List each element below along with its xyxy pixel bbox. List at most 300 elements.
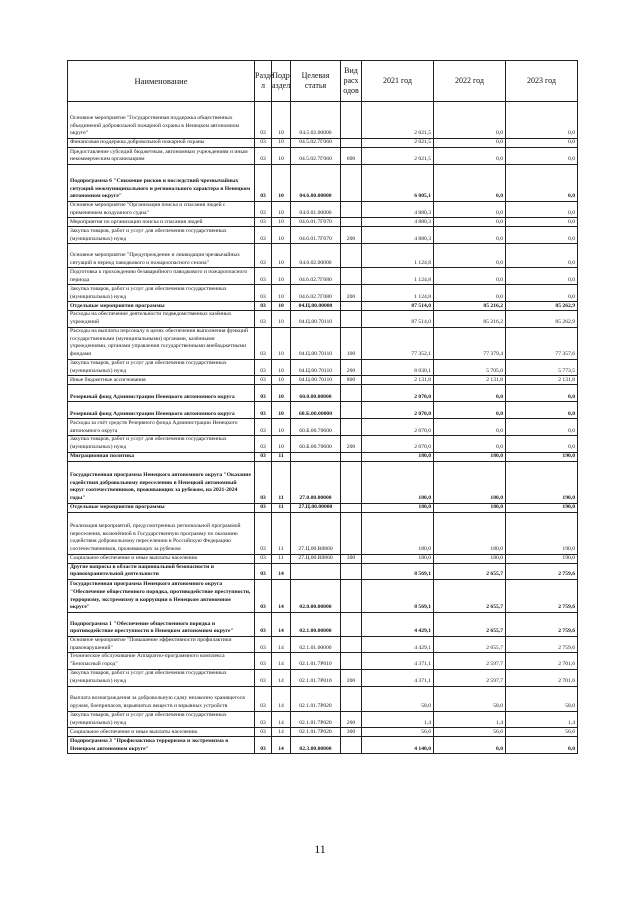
- row-2022: 2 655,7: [434, 637, 506, 653]
- row-section: 03: [255, 613, 272, 637]
- row-section: 03: [255, 244, 272, 268]
- row-name: Основное мероприятие "Повышение эффективности профилактики правонарушений": [68, 637, 255, 653]
- table-body: [68, 102, 578, 754]
- row-target: 27.Ц.00.R0860: [291, 512, 341, 554]
- header-2022: 2022 год: [434, 61, 506, 102]
- table-row: [68, 436, 578, 452]
- row-subsection: 10: [272, 139, 291, 148]
- row-2023: 1,4: [506, 711, 578, 727]
- row-section: 03: [255, 436, 272, 452]
- row-section: 03: [255, 359, 272, 375]
- table-row: [68, 711, 578, 727]
- row-subsection: 10: [272, 102, 291, 139]
- row-name: Закупка товаров, работ и услуг для обеспечения государственных (муниципальных) нужд: [68, 711, 255, 727]
- row-2021: 180,0: [362, 503, 434, 512]
- table-row: [68, 244, 578, 268]
- row-expense-type: 200: [341, 436, 362, 452]
- row-subsection: 10: [272, 202, 291, 218]
- row-subsection: 10: [272, 285, 291, 302]
- table-row: [68, 580, 578, 613]
- row-target: 27.0.00.00000: [291, 461, 341, 503]
- row-2022: 0,0: [434, 385, 506, 402]
- table-row: [68, 461, 578, 503]
- row-section: 03: [255, 461, 272, 503]
- row-subsection: 11: [272, 503, 291, 512]
- row-subsection: 10: [272, 227, 291, 244]
- table-row: [68, 637, 578, 653]
- header-expense-type: Вид расх одов: [341, 61, 362, 102]
- row-subsection: 10: [272, 302, 291, 311]
- row-2022: 5 705,0: [434, 359, 506, 375]
- row-section: 03: [255, 669, 272, 686]
- row-section: 03: [255, 385, 272, 402]
- row-target: 02.1.01.7Р010: [291, 669, 341, 686]
- row-subsection: 14: [272, 563, 291, 579]
- row-target: 27.Ц.00.R0860: [291, 554, 341, 563]
- row-2021: 1 124,8: [362, 268, 434, 285]
- row-subsection: 10: [272, 148, 291, 165]
- row-subsection: 14: [272, 637, 291, 653]
- table-row: [68, 327, 578, 359]
- row-2023: 190,0: [506, 461, 578, 503]
- row-expense-type: [341, 302, 362, 311]
- row-2021: 2 070,0: [362, 436, 434, 452]
- row-subsection: 14: [272, 580, 291, 613]
- row-2023: 0,0: [506, 402, 578, 419]
- row-2021: 180,0: [362, 452, 434, 461]
- row-name: Реализация мероприятий, предусмотренных региональной программой переселения, включённой в Государственную программу по оказанию содействия добровольному переселению в Российскую Федерацию соотечественников, проживающих за рубежом: [68, 512, 255, 554]
- row-expense-type: [341, 218, 362, 227]
- row-2021: 77 352,1: [362, 327, 434, 359]
- row-subsection: 14: [272, 711, 291, 727]
- row-expense-type: 600: [341, 148, 362, 165]
- row-2023: 0,0: [506, 285, 578, 302]
- row-section: 03: [255, 686, 272, 711]
- row-target: 02.1.00.00000: [291, 613, 341, 637]
- row-expense-type: 300: [341, 554, 362, 563]
- table-row: [68, 302, 578, 311]
- row-section: 03: [255, 148, 272, 165]
- row-subsection: 10: [272, 376, 291, 385]
- row-target: 04.5.02.7Г060: [291, 139, 341, 148]
- row-name: Расходы на обеспечение деятельности подведомственных казённых учреждений: [68, 311, 255, 327]
- row-2023: 0,0: [506, 737, 578, 754]
- table-header-row: [68, 61, 578, 102]
- row-target: 04.Ц.00.70110: [291, 327, 341, 359]
- row-2022: 0,0: [434, 139, 506, 148]
- row-section: 03: [255, 302, 272, 311]
- row-expense-type: [341, 268, 362, 285]
- row-2023: 0,0: [506, 436, 578, 452]
- row-expense-type: [341, 580, 362, 613]
- row-expense-type: [341, 512, 362, 554]
- row-name: Закупка товаров, работ и услуг для обеспечения государственных (муниципальных) нужд: [68, 285, 255, 302]
- row-2021: 180,0: [362, 554, 434, 563]
- row-2022: 58,0: [434, 686, 506, 711]
- table-row: [68, 139, 578, 148]
- row-target: 04.6.02.7Г080: [291, 285, 341, 302]
- table-row: [68, 165, 578, 202]
- row-2022: 180,0: [434, 461, 506, 503]
- row-2022: 0,0: [434, 218, 506, 227]
- table-row: [68, 554, 578, 563]
- table-row: [68, 285, 578, 302]
- row-2021: 4 429,1: [362, 637, 434, 653]
- row-expense-type: [341, 165, 362, 202]
- header-2023: 2023 год: [506, 61, 578, 102]
- row-section: 03: [255, 580, 272, 613]
- row-name: Подпрограмма 1 "Обеспечение общественного порядка и противодействие преступности в Ненецком автономном округе": [68, 613, 255, 637]
- row-expense-type: [341, 311, 362, 327]
- row-subsection: 10: [272, 165, 291, 202]
- table-row: [68, 148, 578, 165]
- row-2023: 0,0: [506, 419, 578, 436]
- row-2021: 2 021,5: [362, 102, 434, 139]
- row-2022: 0,0: [434, 148, 506, 165]
- row-target: 04.6.01.7Г070: [291, 218, 341, 227]
- row-2023: 190,0: [506, 452, 578, 461]
- row-section: 03: [255, 402, 272, 419]
- header-2021: 2021 год: [362, 61, 434, 102]
- row-2021: 4 371,1: [362, 653, 434, 669]
- row-name: Резервный фонд Администрации Ненецкого автономного округа: [68, 402, 255, 419]
- row-expense-type: [341, 737, 362, 754]
- row-2021: 2 131,8: [362, 376, 434, 385]
- row-2023: 0,0: [506, 202, 578, 218]
- row-subsection: 14: [272, 728, 291, 737]
- row-2023: 2 759,6: [506, 563, 578, 579]
- row-2022: 180,0: [434, 452, 506, 461]
- row-target: 27.Ц.00.00000: [291, 503, 341, 512]
- row-name: Другие вопросы в области национальной безопасности и правоохранительной деятельности: [68, 563, 255, 579]
- row-2023: 85 262,9: [506, 311, 578, 327]
- row-2023: 5 773,5: [506, 359, 578, 375]
- row-expense-type: [341, 419, 362, 436]
- row-2022: 2 655,7: [434, 580, 506, 613]
- row-target: 04.6.02.7Г080: [291, 268, 341, 285]
- row-2021: 56,6: [362, 728, 434, 737]
- row-2021: 180,0: [362, 461, 434, 503]
- row-target: 02.1.01.7Р010: [291, 653, 341, 669]
- row-target: 02.0.00.00000: [291, 580, 341, 613]
- row-expense-type: [341, 402, 362, 419]
- row-section: 03: [255, 637, 272, 653]
- table-row: [68, 686, 578, 711]
- row-section: 03: [255, 728, 272, 737]
- row-2022: 1,4: [434, 711, 506, 727]
- row-expense-type: 800: [341, 376, 362, 385]
- row-expense-type: [341, 452, 362, 461]
- row-section: 03: [255, 218, 272, 227]
- row-2021: 2 070,0: [362, 402, 434, 419]
- row-expense-type: 200: [341, 669, 362, 686]
- row-name: Основное мероприятие "Предупреждение и ликвидация чрезвычайных ситуаций в период паводкового и пожароопасного сезона": [68, 244, 255, 268]
- budget-sheet: [67, 60, 577, 754]
- row-2023: 0,0: [506, 148, 578, 165]
- row-target: 02.1.01.7Р020: [291, 728, 341, 737]
- row-2023: 0,0: [506, 385, 578, 402]
- row-name: Подготовка к прохождению безаварийного паводкового и пожароопасного периода: [68, 268, 255, 285]
- row-2021: 87 514,0: [362, 311, 434, 327]
- row-2023: 0,0: [506, 139, 578, 148]
- row-name: Расходы на выплаты персоналу в целях обеспечения выполнения функций государственными (муниципальными) органами, казёнными учреждениями, органами управления государственными внебюджетными фондами: [68, 327, 255, 359]
- row-2023: 2 759,6: [506, 637, 578, 653]
- row-section: 03: [255, 452, 272, 461]
- row-2023: 56,6: [506, 728, 578, 737]
- header-section: Разде л: [255, 61, 272, 102]
- row-2022: 180,0: [434, 503, 506, 512]
- row-section: 03: [255, 327, 272, 359]
- row-name: Миграционная политика: [68, 452, 255, 461]
- row-name: Основное мероприятие "Организация поиска и спасания людей с применением воздушного судна": [68, 202, 255, 218]
- row-2021: 4 429,1: [362, 613, 434, 637]
- row-subsection: 10: [272, 385, 291, 402]
- table-row: [68, 227, 578, 244]
- row-2022: 0,0: [434, 436, 506, 452]
- row-2021: 4 140,0: [362, 737, 434, 754]
- row-section: 03: [255, 711, 272, 727]
- row-2022: 56,6: [434, 728, 506, 737]
- row-subsection: 10: [272, 268, 291, 285]
- row-name: Закупка товаров, работ и услуг для обеспечения государственных (муниципальных) нужд: [68, 669, 255, 686]
- table-row: [68, 419, 578, 436]
- row-2021: 4 880,3: [362, 218, 434, 227]
- table-row: [68, 385, 578, 402]
- row-2022: 0,0: [434, 165, 506, 202]
- row-name: Подпрограмма 3 "Профилактика терроризма и экстремизма в Ненецком автономном округе": [68, 737, 255, 754]
- row-expense-type: 200: [341, 711, 362, 727]
- row-name: Выплата вознаграждения за добровольную сдачу незаконно хранящегося оружия, боеприпасов, взрывчатых веществ и взрывных устройств: [68, 686, 255, 711]
- row-2022: 0,0: [434, 737, 506, 754]
- row-name: Предоставление субсидий бюджетным, автономным учреждениям и иным некоммерческим организациям: [68, 148, 255, 165]
- row-target: 04.Ц.00.70110: [291, 311, 341, 327]
- row-2021: 1 124,8: [362, 244, 434, 268]
- row-section: 03: [255, 563, 272, 579]
- row-2022: 85 216,2: [434, 302, 506, 311]
- row-2022: 2 655,7: [434, 613, 506, 637]
- row-expense-type: [341, 102, 362, 139]
- row-subsection: 10: [272, 218, 291, 227]
- row-expense-type: 300: [341, 728, 362, 737]
- row-name: Закупка товаров, работ и услуг для обеспечения государственных (муниципальных) нужд: [68, 359, 255, 375]
- row-name: Отдельные мероприятия программы: [68, 503, 255, 512]
- table-row: [68, 218, 578, 227]
- row-name: Отдельные мероприятия программы: [68, 302, 255, 311]
- row-target: 02.1.01.7Р020: [291, 686, 341, 711]
- row-2023: 0,0: [506, 102, 578, 139]
- budget-table: [67, 60, 578, 754]
- row-expense-type: [341, 461, 362, 503]
- row-expense-type: 100: [341, 327, 362, 359]
- row-subsection: 10: [272, 359, 291, 375]
- row-expense-type: [341, 613, 362, 637]
- row-2021: 2 021,5: [362, 139, 434, 148]
- row-subsection: 10: [272, 436, 291, 452]
- row-2021: 180,0: [362, 512, 434, 554]
- row-section: 03: [255, 503, 272, 512]
- row-expense-type: [341, 385, 362, 402]
- table-row: [68, 202, 578, 218]
- row-2021: 4 880,3: [362, 202, 434, 218]
- header-target: Целевая статья: [291, 61, 341, 102]
- row-2023: 190,0: [506, 503, 578, 512]
- row-2021: 8 569,1: [362, 580, 434, 613]
- row-target: 04.6.01.7Г070: [291, 227, 341, 244]
- table-row: [68, 512, 578, 554]
- row-section: 03: [255, 376, 272, 385]
- page-number: 11: [314, 842, 326, 856]
- row-section: 03: [255, 419, 272, 436]
- row-expense-type: [341, 653, 362, 669]
- row-name: Мероприятия по организации поиска и спасания людей: [68, 218, 255, 227]
- row-2021: 1 124,8: [362, 285, 434, 302]
- row-subsection: 14: [272, 669, 291, 686]
- row-target: [291, 563, 341, 579]
- row-section: 03: [255, 227, 272, 244]
- row-name: Иные бюджетные ассигнования: [68, 376, 255, 385]
- row-2022: 85 216,2: [434, 311, 506, 327]
- header-subsection: Подр аздел: [272, 61, 291, 102]
- row-section: 03: [255, 202, 272, 218]
- row-expense-type: 200: [341, 227, 362, 244]
- row-target: 60.Б.00.70600: [291, 436, 341, 452]
- row-2023: 58,0: [506, 686, 578, 711]
- row-2023: 190,0: [506, 512, 578, 554]
- row-target: 60.Б.00.00000: [291, 402, 341, 419]
- row-2021: 6 005,1: [362, 165, 434, 202]
- row-2022: 77 379,4: [434, 327, 506, 359]
- row-section: 03: [255, 268, 272, 285]
- row-2023: 2 131,8: [506, 376, 578, 385]
- row-subsection: 10: [272, 327, 291, 359]
- table-row: [68, 737, 578, 754]
- row-name: Расходы за счёт средств Резервного фонда Администрации Ненецкого автономного округа: [68, 419, 255, 436]
- table-row: [68, 102, 578, 139]
- row-2021: 1,4: [362, 711, 434, 727]
- row-subsection: 11: [272, 512, 291, 554]
- row-2023: 0,0: [506, 227, 578, 244]
- row-name: Социальное обеспечение и иные выплаты населению: [68, 728, 255, 737]
- row-target: 04.6.01.00000: [291, 202, 341, 218]
- row-name: Государственная программа Ненецкого автономного округа "Обеспечение общественного порядка, противодействие преступности, терроризму, экстремизму и коррупции в Ненецком автономном округе": [68, 580, 255, 613]
- row-target: 04.Ц.00.70110: [291, 359, 341, 375]
- table-row: [68, 503, 578, 512]
- row-2023: 0,0: [506, 244, 578, 268]
- row-expense-type: [341, 637, 362, 653]
- row-subsection: 10: [272, 311, 291, 327]
- table-row: [68, 311, 578, 327]
- row-2022: 0,0: [434, 102, 506, 139]
- row-target: 60.0.00.00000: [291, 385, 341, 402]
- row-2023: 77 357,6: [506, 327, 578, 359]
- table-row: [68, 613, 578, 637]
- row-2022: 0,0: [434, 419, 506, 436]
- row-2022: 2 131,8: [434, 376, 506, 385]
- row-2021: 4 371,1: [362, 669, 434, 686]
- row-subsection: 14: [272, 653, 291, 669]
- row-target: 04.5.02.00000: [291, 102, 341, 139]
- row-target: 04.5.02.7Г060: [291, 148, 341, 165]
- row-2023: 2 759,6: [506, 613, 578, 637]
- row-name: Подпрограмма 6 "Снижение рисков и последствий чрезвычайных ситуаций межмуниципального и регионального характера в Ненецком автономном округе": [68, 165, 255, 202]
- row-2023: 2 701,6: [506, 653, 578, 669]
- row-2022: 0,0: [434, 202, 506, 218]
- table-row: [68, 653, 578, 669]
- row-section: 03: [255, 165, 272, 202]
- row-2022: 0,0: [434, 244, 506, 268]
- row-2022: 0,0: [434, 402, 506, 419]
- row-subsection: 10: [272, 244, 291, 268]
- row-expense-type: 200: [341, 285, 362, 302]
- row-2023: 2 701,6: [506, 669, 578, 686]
- row-target: [291, 452, 341, 461]
- row-name: Закупка товаров, работ и услуг для обеспечения государственных (муниципальных) нужд: [68, 436, 255, 452]
- row-section: 03: [255, 311, 272, 327]
- table-row: [68, 452, 578, 461]
- row-section: 03: [255, 653, 272, 669]
- row-section: 03: [255, 102, 272, 139]
- row-target: 02.1.01.00000: [291, 637, 341, 653]
- row-2021: 8 030,1: [362, 359, 434, 375]
- row-section: 03: [255, 737, 272, 754]
- row-name: Социальное обеспечение и иные выплаты населению: [68, 554, 255, 563]
- row-target: 04.Ц.00.70110: [291, 376, 341, 385]
- row-target: 02.3.00.00000: [291, 737, 341, 754]
- row-name: Основное мероприятие "Государственная поддержка общественных объединений добровольной пожарной охраны в Ненецком автономном округе": [68, 102, 255, 139]
- row-2022: 0,0: [434, 227, 506, 244]
- row-name: Закупка товаров, работ и услуг для обеспечения государственных (муниципальных) нужд: [68, 227, 255, 244]
- table-row: [68, 402, 578, 419]
- row-2023: 190,0: [506, 554, 578, 563]
- row-subsection: 11: [272, 452, 291, 461]
- table-row: [68, 359, 578, 375]
- row-expense-type: [341, 244, 362, 268]
- row-expense-type: 200: [341, 359, 362, 375]
- row-subsection: 14: [272, 737, 291, 754]
- row-2023: 0,0: [506, 268, 578, 285]
- table-row: [68, 376, 578, 385]
- row-2022: 2 597,7: [434, 653, 506, 669]
- row-2023: 2 759,6: [506, 580, 578, 613]
- row-subsection: 11: [272, 461, 291, 503]
- row-section: 03: [255, 554, 272, 563]
- row-target: 04.6.02.00000: [291, 244, 341, 268]
- row-subsection: 14: [272, 686, 291, 711]
- row-2021: 58,0: [362, 686, 434, 711]
- row-2022: 0,0: [434, 285, 506, 302]
- row-2021: 2 021,5: [362, 148, 434, 165]
- row-name: Государственная программа Ненецкого автономного округа "Оказание содействия добровольному переселению в Ненецкий автономный округ соотечественников, проживающих за рубежом, на 2021-2024 годы": [68, 461, 255, 503]
- row-subsection: 10: [272, 402, 291, 419]
- table-row: [68, 563, 578, 579]
- row-2023: 85 262,9: [506, 302, 578, 311]
- table-row: [68, 268, 578, 285]
- row-target: 04.6.00.00000: [291, 165, 341, 202]
- row-2021: 2 070,0: [362, 385, 434, 402]
- row-expense-type: [341, 139, 362, 148]
- row-subsection: 11: [272, 554, 291, 563]
- row-expense-type: [341, 563, 362, 579]
- row-subsection: 10: [272, 419, 291, 436]
- row-2022: 180,0: [434, 512, 506, 554]
- row-expense-type: [341, 503, 362, 512]
- row-target: 60.Б.00.70600: [291, 419, 341, 436]
- row-section: 03: [255, 512, 272, 554]
- row-name: Техническое обслуживание Аппаратно-программного комплекса "Безопасный город": [68, 653, 255, 669]
- row-expense-type: [341, 202, 362, 218]
- row-2021: 2 070,0: [362, 419, 434, 436]
- row-2021: 87 514,0: [362, 302, 434, 311]
